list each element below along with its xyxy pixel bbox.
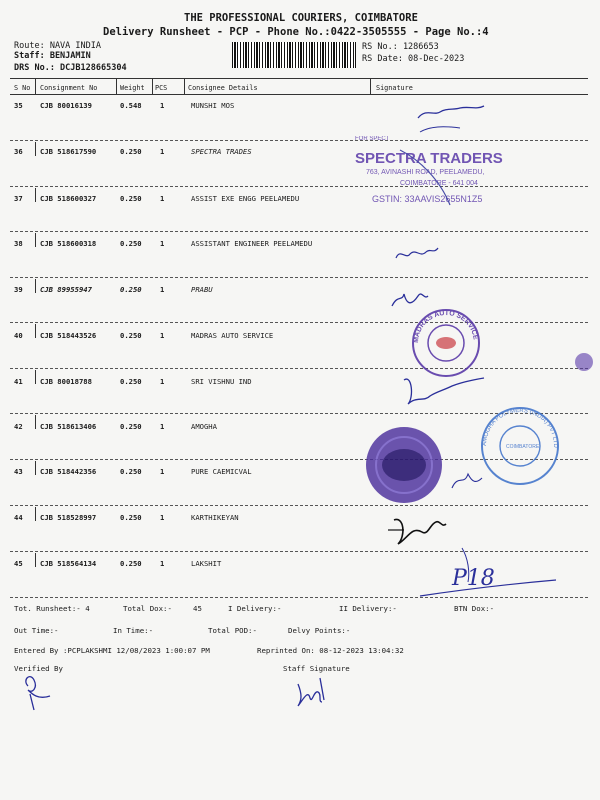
ink-blot: [575, 353, 593, 371]
madras-text: MADRAS AUTO SERVICE: [412, 309, 479, 344]
i-delivery: I Delivery:-: [228, 604, 282, 613]
row-weight: 0.250: [120, 147, 142, 156]
col-consignee: Consignee Details: [188, 84, 258, 92]
row-weight: 0.250: [120, 285, 142, 294]
route-label: Route: NAVA INDIA: [14, 41, 101, 51]
row-pcs: 1: [160, 559, 165, 568]
signature-mark: [392, 294, 428, 306]
signature-mark: [420, 127, 460, 132]
row-weight: 0.250: [120, 331, 142, 340]
row-pcs: 1: [160, 377, 165, 386]
col-consignment: Consignment No: [40, 84, 98, 92]
row-consignee: ASSISTANT ENGINEER PEELAMEDU: [191, 239, 313, 248]
row-pcs: 1: [160, 422, 165, 431]
total-dox-label: Total Dox:-: [123, 604, 172, 613]
delvy-points: Delvy Points:-: [288, 626, 351, 635]
staff-label: Staff: BENJAMIN: [14, 51, 91, 61]
row-consignment: CJB 518600318: [40, 239, 97, 248]
row-consignment: CJB 518613406: [40, 422, 97, 431]
row-weight: 0.250: [120, 239, 142, 248]
row-consignment: CJB 80018788: [40, 377, 92, 386]
staff-signature-label: Staff Signature: [283, 664, 350, 673]
row-sno: 40: [14, 331, 23, 340]
row-sno: 43: [14, 467, 23, 476]
in-time: In Time:-: [113, 626, 154, 635]
row-pcs: 1: [160, 513, 165, 522]
row-sno: 38: [14, 239, 23, 248]
row-sno: 35: [14, 101, 23, 110]
row-sno: 45: [14, 559, 23, 568]
row-weight: 0.250: [120, 194, 142, 203]
row-sno: 36: [14, 147, 23, 156]
spectra-name: SPECTRA TRADERS: [355, 150, 503, 167]
amogha-stamp: [482, 408, 558, 484]
row-consignment: CJB 518617590: [40, 147, 97, 156]
row-weight: 0.548: [120, 101, 142, 110]
row-pcs: 1: [160, 147, 165, 156]
row-consignee: SPECTRA TRADES: [191, 147, 252, 156]
row-consignee: MUNSHI MOS: [191, 101, 235, 110]
total-dox-value: 45: [193, 604, 202, 613]
row-consignee: MADRAS AUTO SERVICE: [191, 331, 274, 340]
runsheet-title: Delivery Runsheet - PCP - Phone No.:0422-3505555 - Page No.:4: [103, 26, 489, 38]
verifier-signature: [26, 677, 50, 710]
row-pcs: 1: [160, 239, 165, 248]
spectra-addr2: COIMBATORE - 641 004: [400, 180, 478, 187]
btn-dox: BTN Dox:-: [454, 604, 495, 613]
signature-mark: [394, 519, 446, 544]
col-sno: S No: [14, 84, 31, 92]
svg-text:AMOGHA POLYMERS (INDIA) PVT LT: [482, 408, 558, 449]
row-consignee: KARTHIKEYAN: [191, 513, 239, 522]
total-pod: Total POD:-: [208, 626, 257, 635]
stamp-fragment: FOR SPECT: [355, 136, 390, 142]
pure-chemical-stamp: [366, 427, 442, 503]
ii-delivery: II Delivery:-: [339, 604, 397, 613]
spectra-stamp: [355, 136, 503, 205]
signature-mark: [396, 248, 438, 258]
madras-stamp: [413, 310, 479, 376]
row-sno: 37: [14, 194, 23, 203]
row-sno: 39: [14, 285, 23, 294]
spectra-gstin: GSTIN: 33AAVIS2655N1Z5: [372, 194, 483, 204]
row-weight: 0.250: [120, 467, 142, 476]
col-pcs: PCS: [155, 84, 168, 92]
verified-by: Verified By: [14, 664, 63, 673]
entered-by: Entered By :PCPLAKSHMI 12/08/2023 1:00:07 PM: [14, 646, 210, 655]
staff-signature: [298, 678, 324, 706]
row-consignee: SRI VISHNU IND: [191, 377, 252, 386]
row-consignment: CJB 89955947: [40, 285, 92, 294]
row-sno: 44: [14, 513, 23, 522]
row-consignment: CJB 518600327: [40, 194, 97, 203]
row-pcs: 1: [160, 285, 165, 294]
row-pcs: 1: [160, 331, 165, 340]
col-signature: Signature: [376, 84, 413, 92]
row-consignee: PURE CAEMICVAL: [191, 467, 252, 476]
row-weight: 0.250: [120, 559, 142, 568]
row-consignee: PRABU: [191, 285, 213, 294]
signature-mark: [404, 378, 484, 404]
amogha-text: AMOGHA POLYMERS (INDIA) PVT LTD: [481, 407, 559, 448]
company-title: THE PROFESSIONAL COURIERS, COIMBATORE: [184, 12, 418, 24]
row-weight: 0.250: [120, 422, 142, 431]
handwritten-p18: P18: [452, 566, 495, 591]
row-consignee: AMOGHA: [191, 422, 217, 431]
drs-number: DRS No.: DCJB128665304: [14, 63, 127, 73]
row-consignment: CJB 518564134: [40, 559, 97, 568]
rs-date: RS Date: 08-Dec-2023: [362, 54, 465, 64]
row-consignment: CJB 518528997: [40, 513, 97, 522]
row-consignee: ASSIST EXE ENGG PEELAMEDU: [191, 194, 300, 203]
row-weight: 0.250: [120, 377, 142, 386]
row-weight: 0.250: [120, 513, 142, 522]
rs-number: RS No.: 1286653: [362, 42, 439, 52]
amogha-city: COIMBATORE: [506, 444, 540, 450]
signature-mark: [418, 106, 484, 118]
row-pcs: 1: [160, 101, 165, 110]
col-weight: Weight: [120, 84, 145, 92]
row-sno: 41: [14, 377, 23, 386]
reprinted-on: Reprinted On: 08-12-2023 13:04:32: [257, 646, 404, 655]
row-consignment: CJB 80016139: [40, 101, 92, 110]
row-pcs: 1: [160, 467, 165, 476]
signature-mark: [452, 474, 482, 488]
spectra-addr1: 763, AVINASHI ROAD, PEELAMEDU,: [366, 169, 485, 176]
row-pcs: 1: [160, 194, 165, 203]
row-consignment: CJB 518443526: [40, 331, 97, 340]
row-consignee: LAKSHIT: [191, 559, 222, 568]
tot-runsheet: Tot. Runsheet:- 4: [14, 604, 90, 613]
row-sno: 42: [14, 422, 23, 431]
row-consignment: CJB 518442356: [40, 467, 97, 476]
out-time: Out Time:-: [14, 626, 59, 635]
